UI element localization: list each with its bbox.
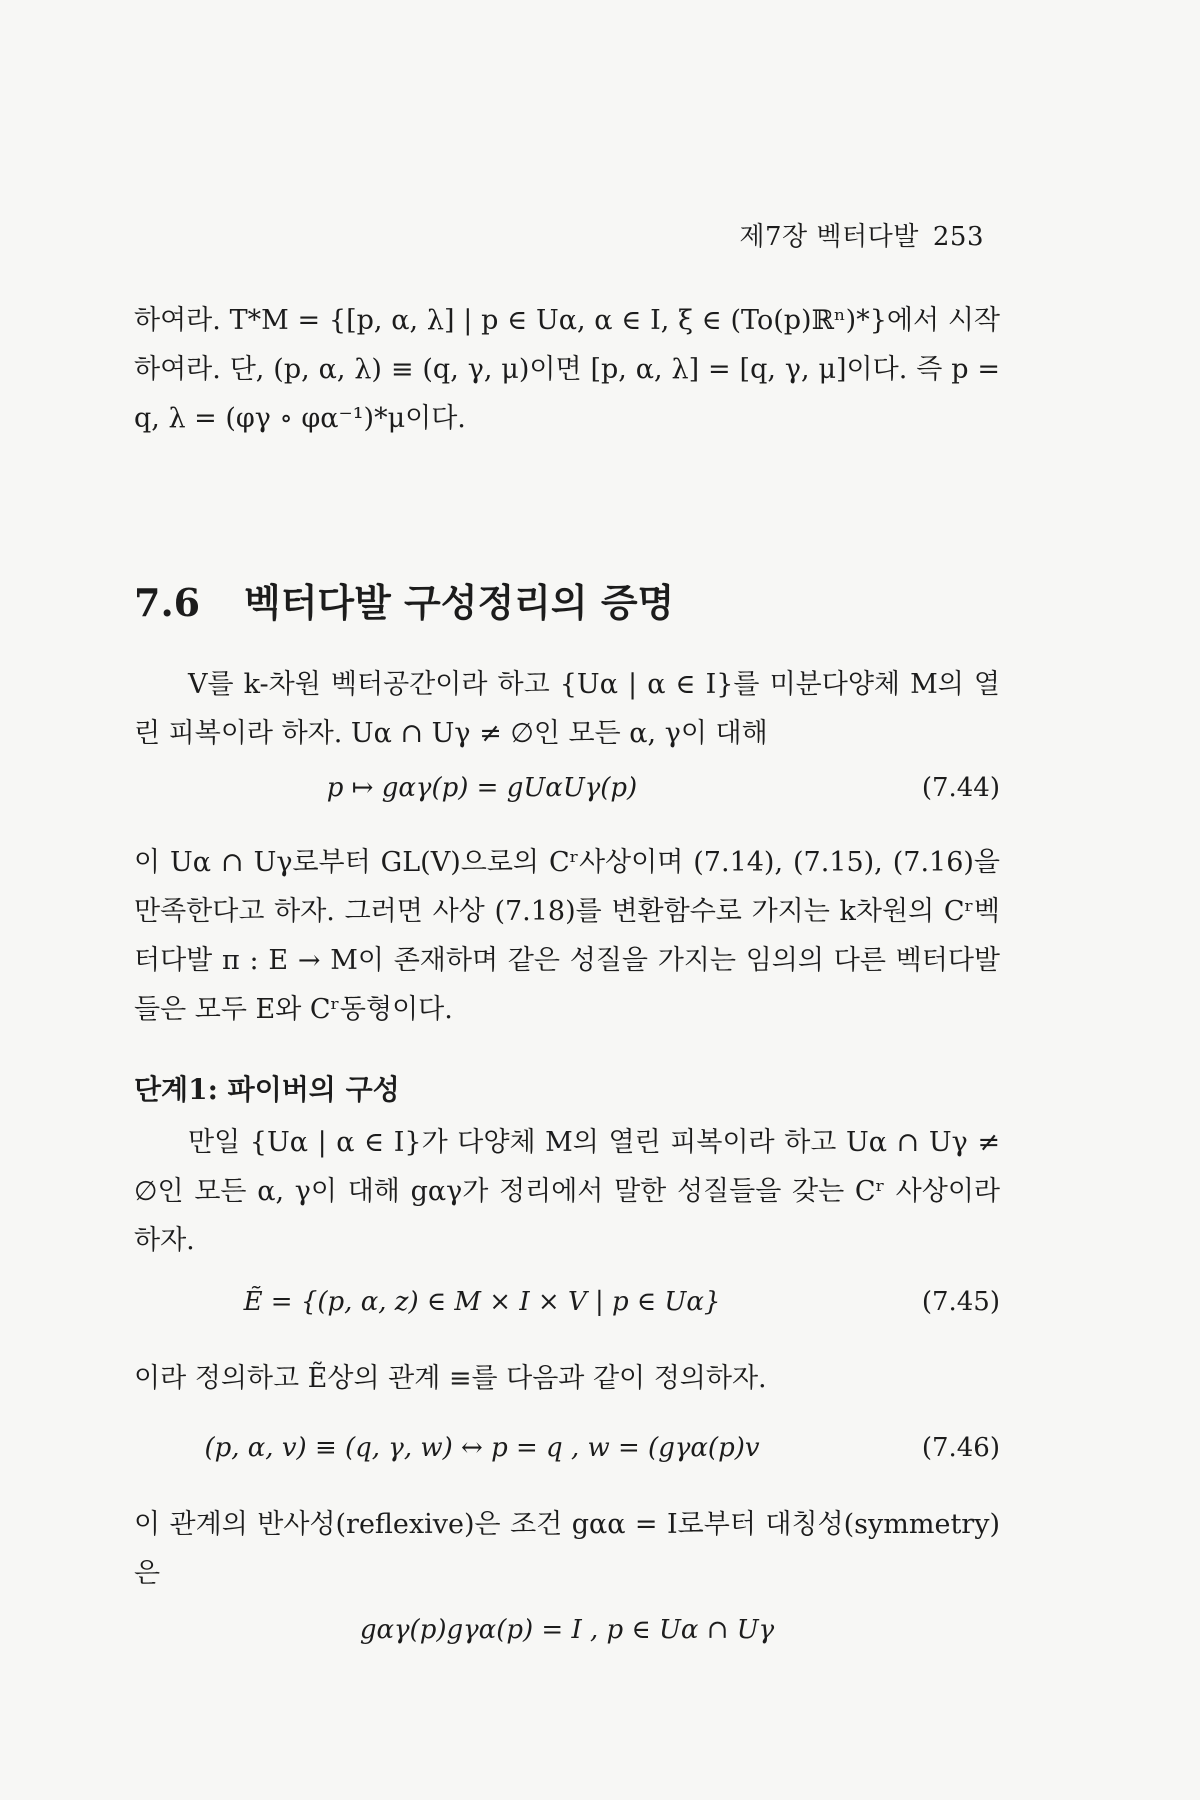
section-number: 7.6 [134, 580, 201, 625]
top-paragraph: 하여라. T*M = {[p, α, λ] | p ∈ Uα, α ∈ I, ξ ∈ (To(p)ℝⁿ)*}에서 시작하여라. 단, (p, α, λ) ≡ (q, γ, μ)이면 [p, α, λ] = [q, γ, μ]이다. 즉 p = q, λ = (φγ ∘ φα⁻¹)*μ이다. [134, 305, 1000, 434]
top-paragraph-block [134, 296, 1000, 443]
page-number: 253 [932, 222, 984, 252]
reflexive-block [134, 1500, 1000, 1598]
relation-intro: 이라 정의하고 Ẽ상의 관계 ≡를 다음과 같이 정의하자. [134, 1363, 767, 1394]
equation-body: Ẽ = {(p, α, z) ∈ M × I × V | p ∈ Uα} [243, 1287, 721, 1317]
step1-paragraph: 만일 {Uα | α ∈ I}가 다양체 M의 열린 피복이라 하고 Uα ∩ Uγ ≠ ∅인 모든 α, γ이 대해 gαγ가 정리에서 말한 성질들을 갖는 Cʳ 사상이라 하자. [134, 1127, 1000, 1256]
equation-tag: (7.44) [921, 773, 1000, 803]
theorem-intro: V를 k-차원 벡터공간이라 하고 {Uα | α ∈ I}를 미분다양체 M의 열린 피복이라 하자. Uα ∩ Uγ ≠ ∅인 모든 α, γ이 대해 [134, 669, 1000, 749]
equation-tag: (7.45) [921, 1287, 1000, 1317]
theorem-intro-block [134, 660, 1000, 758]
running-head [739, 216, 984, 253]
equation-7-46 [134, 1428, 1000, 1468]
equation-body: (p, α, v) ≡ (q, γ, w) ↔ p = q , w = (gγα(p)v [204, 1433, 760, 1463]
equation-tag: (7.46) [921, 1433, 1000, 1463]
reflexive-text: 이 관계의 반사성(reflexive)은 조건 gαα = I로부터 대칭성(symmetry)은 [134, 1509, 1000, 1589]
equation-7-44 [134, 768, 1000, 808]
step1-block [134, 1118, 1000, 1265]
equation-body: gαγ(p)gγα(p) = I , p ∈ Uα ∩ Uγ [359, 1615, 775, 1645]
relation-intro-block [134, 1354, 1000, 1403]
equation-body: p ↦ gαγ(p) = gUαUγ(p) [326, 773, 638, 803]
section-heading [134, 572, 674, 627]
chapter-title: 제7장 벡터다발 [739, 222, 919, 252]
section-title: 벡터다발 구성정리의 증명 [244, 580, 675, 625]
theorem-body: 이 Uα ∩ Uγ로부터 GL(V)으로의 Cʳ사상이며 (7.14), (7.15), (7.16)을 만족한다고 하자. 그러면 사상 (7.18)를 변환함수로 가지는 k차원의 Cʳ벡터다발 π : E → M이 존재하며 같은 성질을 가지는 임의의 다른 벡터다발들은 모두 E와 Cʳ동형이다. [134, 847, 1000, 1025]
equation-7-45 [134, 1282, 1000, 1322]
equation-symmetry [134, 1610, 1000, 1650]
theorem-body-block [134, 838, 1000, 1034]
step1-heading: 단계1: 파이버의 구성 [134, 1073, 400, 1106]
